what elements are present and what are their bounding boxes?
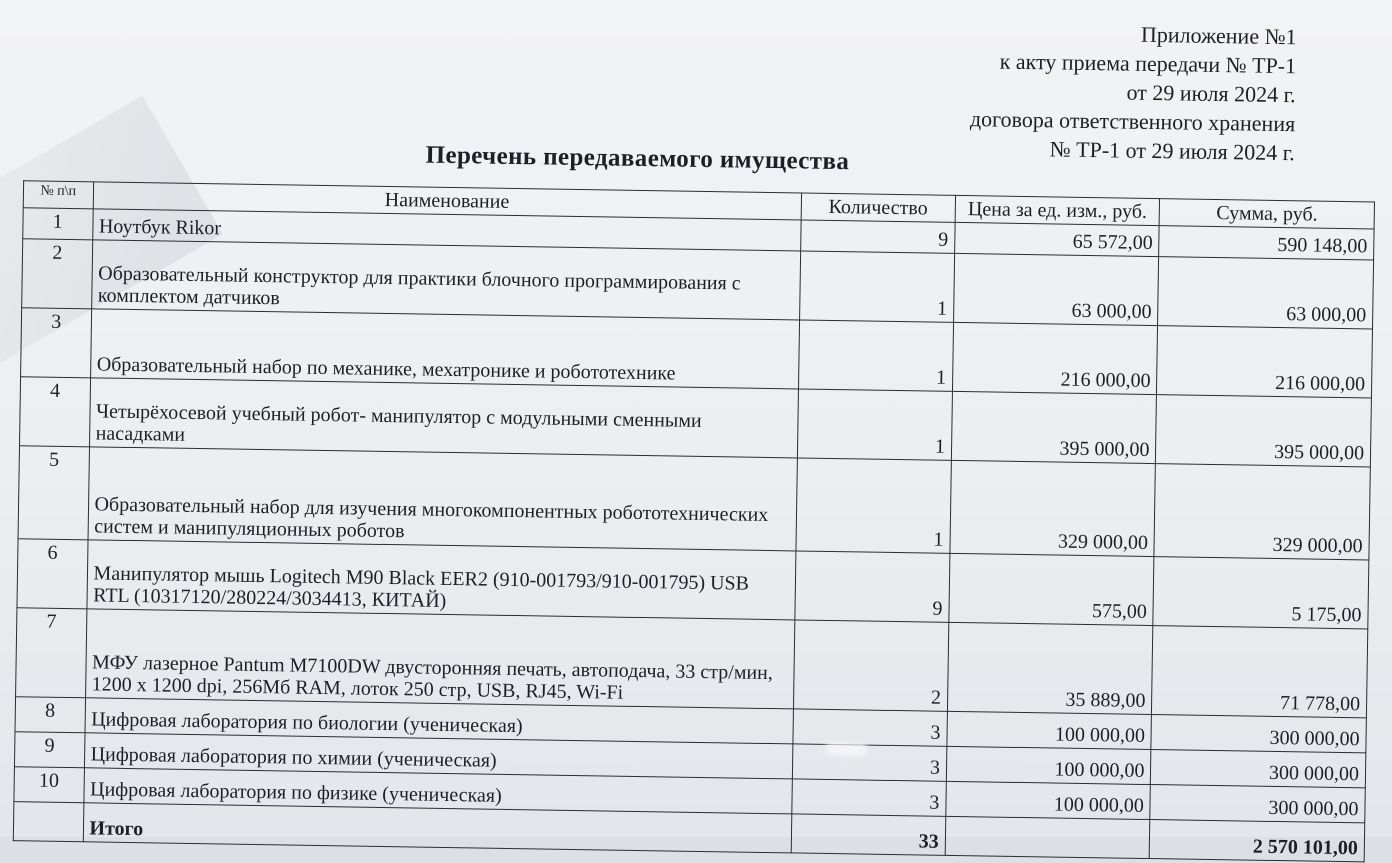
row-no: 8 <box>15 697 85 733</box>
row-qty: 1 <box>796 458 952 553</box>
col-header-no: № п\п <box>23 181 93 209</box>
total-label: Итого <box>83 803 792 853</box>
col-header-sum: Сумма, руб. <box>1159 199 1374 229</box>
row-price: 35 889,00 <box>947 622 1153 714</box>
total-price-empty <box>945 816 1150 858</box>
row-qty: 3 <box>792 779 947 816</box>
row-name: Цифровая лаборатория по физике (ученическая) <box>83 768 792 814</box>
row-name: Цифровая лаборатория по биологии (ученическая) <box>84 698 793 744</box>
row-name: МФУ лазерное Pantum M7100DW двусторонняя печать, автоподача, 33 стр/мин, 1200 x 1200 dpi, 256Мб RAM, лоток 250 стр, USB, RJ45, Wi-Fi <box>85 609 795 709</box>
row-price: 395 000,00 <box>951 391 1157 463</box>
total-sum: 2 570 101,00 <box>1150 820 1365 862</box>
redaction-mark <box>826 743 866 756</box>
total-qty: 33 <box>791 814 946 855</box>
row-price: 100 000,00 <box>947 711 1152 749</box>
row-no: 10 <box>14 767 84 803</box>
row-name: Манипулятор мышь Logitech M90 Black EER2 (910-001793/910-001795) USB RTL (10317120/280224/3034413, КИТАЙ) <box>86 540 795 620</box>
row-price: 100 000,00 <box>946 781 1151 819</box>
document-title: Перечень передаваемого имущества <box>425 141 850 176</box>
appendix-header <box>969 17 1297 167</box>
row-no: 4 <box>20 377 91 447</box>
row-no: 9 <box>14 732 84 768</box>
row-qty: 2 <box>793 620 949 711</box>
row-name: Ноутбук Rikor <box>92 209 801 251</box>
row-qty: 1 <box>799 251 954 322</box>
row-sum: 329 000,00 <box>1154 464 1370 560</box>
row-price: 63 000,00 <box>953 253 1159 325</box>
row-name: Цифровая лаборатория по химии (ученическая) <box>84 733 793 779</box>
row-name: Четырёхосевой учебный робот- манипулятор с модульными сменными насадками <box>89 378 798 458</box>
row-sum: 395 000,00 <box>1156 395 1372 467</box>
row-no: 3 <box>21 308 92 378</box>
act-date: от 29 июля 2024 г. <box>1126 79 1296 108</box>
row-sum: 300 000,00 <box>1151 750 1366 788</box>
appendix-number: Приложение №1 <box>1140 21 1297 50</box>
row-qty: 1 <box>797 389 952 460</box>
row-sum: 216 000,00 <box>1157 326 1373 398</box>
col-header-price: Цена за ед. изм., руб. <box>955 195 1160 225</box>
row-qty: 3 <box>793 709 948 746</box>
row-no: 1 <box>23 208 93 240</box>
row-sum: 590 148,00 <box>1159 226 1374 260</box>
row-sum: 300 000,00 <box>1150 785 1365 823</box>
row-name: Образовательный конструктор для практики блочного программирования с комплектом датчиков <box>91 240 800 320</box>
col-header-qty: Количество <box>801 193 956 222</box>
row-sum: 300 000,00 <box>1151 715 1366 753</box>
row-price: 65 572,00 <box>955 222 1160 256</box>
total-no-empty <box>13 802 83 842</box>
row-price: 100 000,00 <box>946 746 1151 784</box>
row-name: Образовательный набор для изучения многокомпонентных робототехнических систем и манипуляционных роботов <box>88 447 798 551</box>
row-price: 329 000,00 <box>950 460 1156 556</box>
row-qty: 9 <box>795 551 950 622</box>
row-sum: 71 778,00 <box>1152 626 1368 718</box>
row-price: 216 000,00 <box>952 322 1158 394</box>
contract-reference: № ТР-1 от 29 июля 2024 г. <box>1049 136 1295 166</box>
row-qty: 9 <box>800 220 955 253</box>
row-price: 575,00 <box>949 553 1155 625</box>
contract-type: договора ответственного хранения <box>969 106 1296 137</box>
row-name: Образовательный набор по механике, мехатронике и робототехнике <box>90 309 799 389</box>
col-header-name: Наименование <box>93 182 802 220</box>
row-no: 7 <box>16 608 87 698</box>
row-no: 2 <box>22 239 93 309</box>
row-qty: 3 <box>792 744 947 781</box>
act-reference: к акту приема передачи № ТР-1 <box>999 48 1297 79</box>
row-no: 6 <box>17 539 88 609</box>
row-qty: 1 <box>798 320 953 391</box>
row-sum: 63 000,00 <box>1158 257 1374 329</box>
property-table <box>13 180 1375 862</box>
row-sum: 5 175,00 <box>1153 557 1369 629</box>
row-no: 5 <box>18 446 89 540</box>
